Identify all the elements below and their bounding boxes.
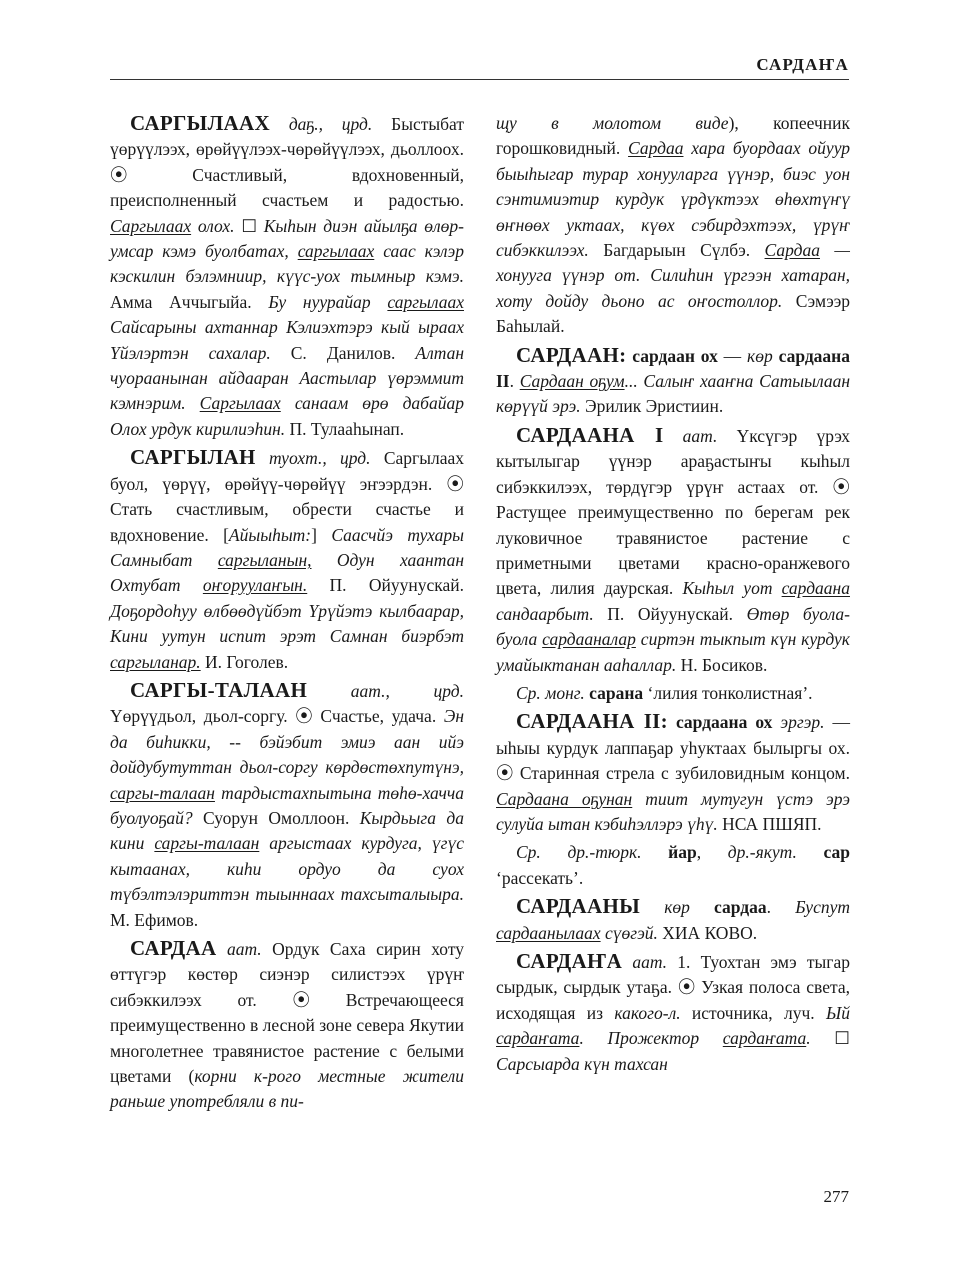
entry-text: сардаан ох [632,345,718,366]
entry-text: . [806,1028,835,1049]
entry-text: . [509,371,520,392]
entry-text: ‘лилия тонколистная’. [643,682,813,703]
dictionary-entry [110,678,464,933]
entry-text: И. Гоголев. [200,651,289,672]
entry-text [640,897,664,917]
entry-text: ] [311,524,332,545]
entry-text: олох. [191,215,242,236]
entry-text: Айыыһыт: [228,524,312,545]
entry-text: сандаарбыт. [496,603,594,624]
entry-text: ☐ [241,215,258,236]
header-rule [110,79,849,80]
entry-text [622,952,632,972]
entry-text: П. Ойуунускай. [593,603,747,624]
entry-text: П. Ойуунускай. [307,575,464,596]
entry-text [256,448,269,468]
example-keyword: оҥоруулаҥын. [202,575,308,596]
entry-text: Одун хаантан Охтубат [110,549,464,596]
entry-text: Ый [825,1002,850,1023]
entry-text: аат. [226,939,262,959]
entry-text: сүөгэй. [600,922,658,943]
entry-text: Ср. др.-тюрк. [516,842,642,863]
entry-text: сарана [584,682,644,703]
entry-text: сардаа [689,897,767,918]
entry-text: йар [641,842,697,863]
example-keyword: сардааналар [542,629,636,650]
entry-text: ‘рассекать’. [496,867,584,888]
example-keyword: сардаҥата [722,1028,807,1049]
entry-text: Ордук Саха сирин хоту өттүгэр көстөр сиэнэр силистээх үрүҥ сибэккилээх от. ⦿ Встречающееся преимущественно в лесной зоне севера Якутии многолетнее травянистое растение с белыми цветами ( [110,939,464,1087]
entry-text: туохт., црд. [268,448,371,469]
dictionary-entry [496,681,850,706]
entry-text: Быстыбат үөрүүлээх, өрөйүүлээх-чөрөйүүлээх, дьоллоох. ⦿ Счастливый, вдохновенный, преисполненный счастьем и радостью. [110,114,464,211]
headword: САРГЫЛААХ [130,111,270,135]
headword: САРДААНА I [516,422,664,447]
entry-text: Саргылаах буол, үөрүү, өрөйүү-чөрөйүү эҥээрдэн. ⦿ Стать счастливым, обрести счастье и вдохновение. [ [110,448,464,545]
example-keyword: сардаҥата [496,1028,580,1049]
entry-text: хара буордаах ойуур быыһыгар турар хонууларга үүнэр, биэс уон сэнтимиэтир курдук үрдүктээх өһөхтүҥү өҥнөөх уктаах, күөх сэбирдэхтээх, үрүҥ сибэккилээх. [496,138,850,261]
entry-text: Ср. монг. [516,682,585,703]
entry-text: Доҕордоһуу өлбөөдүйбэт Үрүйэтэ кылбаарар, Кини уутун испит эрэт Самнан биэрбэт [110,600,464,647]
entry-text: эргэр. [772,712,825,733]
dictionary-entry [496,949,850,1077]
headword: САРДАА [130,936,217,960]
entry-text: Суорун Омоллоон. [192,807,360,828]
entry-text: санаам өрө дабайар Олох урдук кирилиэһин. [110,393,464,439]
right-column [496,111,850,1080]
headword: САРДААН: [516,342,627,367]
entry-text: М. Ефимов. [110,909,199,930]
entry-text: Эрилик Эристиин. [580,396,724,417]
running-head: САРДАҤА [756,55,849,74]
entry-text: Сайсарыны ахтаннар Кэлиэхтэрэ кый ыраах Үйэлэртэн сахалар. [110,317,464,363]
entry-text: даҕ., црд. [288,114,373,134]
entry-text: Саасчйэ тухары Самныбат [110,524,464,570]
entry-text: ХИА КОВО. [657,922,758,943]
entry-text: аат., црд. [350,680,464,701]
entry-text: аат. [682,425,718,446]
entry-text: Кыһын диэн айылҕа өлөр-умсар кэмэ буолбатах, [110,215,464,262]
dictionary-entry [496,111,850,340]
entry-text: аргыстаах курдуга, үгүс кытаанах, киһи ордуо да суох түбэлтэлэриттэн тыыннаах тахсыталыыра. [110,833,464,905]
example-keyword: Сардаана оҕунан [496,788,633,809]
entry-text [668,712,676,732]
entry-text: С. Данилов. [270,342,416,363]
entry-text [307,681,351,701]
entry-text: Амма Аччыгыйа. [110,291,269,312]
entry-text: ... Салыҥ хааҥна Сатыылаан көрүүй эрэ. [496,371,850,417]
example-keyword: Сардаан оҕум [519,371,625,392]
headword: САРДААНА II: [516,709,668,734]
entry-text: — хонууга үүнэр от. Силиһин үргээн хатаран, хоту дойду дьоно ас оҥостоллор. [496,240,850,311]
dictionary-entry [110,111,464,442]
entry-text: Кырдьыга да кини [110,807,465,854]
left-column [110,111,464,1118]
entry-text: источника, луч. [680,1002,826,1023]
page-number: 277 [823,1187,849,1206]
entry-text: какого-л. [614,1002,681,1023]
entry-text: , [696,842,728,863]
example-keyword: саргыланар. [110,651,201,672]
entry-text [663,426,682,446]
entry-text: др.-якут. [727,842,797,863]
entry-text: ☐ [834,1028,850,1049]
example-keyword: Саргылаах [110,215,192,236]
entry-text: 1. Туохтан эмэ тыгар сырдык, сырдык утаҕа. ⦿ Узкая полоса света, исходящая из [496,952,850,1023]
headword: САРДАҤА [516,949,623,973]
entry-text: Үксүгэр үрэх кытылыгар үүнэр араҕастыҥы кыһыл сибэккилээх, төрдүгэр үрүҥ астаах от. ⦿ Растущее преимущественно по берегам рек луковичное травянистое растение с приметными цветами красно-оранжевого цвета, лилия даурская. [496,425,850,599]
example-keyword: саргы-талаан [110,782,215,803]
example-keyword: саргылаах [387,291,464,312]
entry-text: Кыһыл уот [682,578,782,599]
dictionary-entry [496,840,850,891]
example-keyword: Саргылаах [199,393,281,414]
entry-text: сардаана ох [675,712,773,733]
dictionary-entry [496,709,850,837]
example-keyword: сардаанылаах [496,922,601,943]
entry-text: корни к-рого местные жители раньше употребляли в пи- [110,1066,464,1112]
entry-text: көр [747,345,773,366]
entry-text: Алтан чуораанынан айдааран Аастылар үөрэммит кэмнэрим. [110,342,464,414]
example-keyword: саргылаах [297,241,375,262]
entry-text [216,939,226,959]
entry-text: щу в молотом виде [496,113,729,133]
entry-text: Н. Босиков. [676,654,768,675]
entry-text: Өтөр буола-буола [496,603,850,650]
example-keyword: саргы-талаан [154,833,260,854]
example-keyword: Сардаа [764,240,820,261]
entry-text: сардаана II [496,345,851,392]
entry-text: саас кэлэр кэскилин бэлэмниир, күүс-уох тымныр кэмэ. [110,241,464,287]
entry-text: ), копеечник горошковидный. [496,113,850,159]
entry-text: . [766,897,796,918]
entry-text: Бу нуурайар [268,291,388,312]
entry-text: тиит мутугун үстэ эрэ сулуйа ытан кэбиһэллэрэ үһү. [496,788,850,834]
headword: САРДААНЫ [516,894,641,919]
example-keyword: саргыланын, [217,549,312,570]
dictionary-entry [496,894,850,946]
entry-text: НСА ПШЯП. [717,813,822,834]
entry-text: П. Тулааһынап. [285,418,405,439]
entry-text: Багдарыын Сүлбэ. [588,240,765,261]
entry-text: Сарсыарда күн тахсан [496,1053,668,1074]
entry-text: көр [664,897,690,918]
example-keyword: Сардаа [628,138,684,159]
example-keyword: сардаана [781,578,850,599]
headword: САРГЫЛАН [130,445,256,470]
entry-text: Буспут [795,897,850,918]
entry-text: аат. [632,952,668,972]
entry-text: тардыстахпытына төһө-хачча буолуоҕай? [110,782,464,828]
headword: САРГЫ-ТАЛААН [130,677,308,702]
dictionary-entry [496,423,850,678]
entry-text: Эн да биһикки, -- бэйэбит эмиэ аан ийэ дойдубутуттан дьол-соргу көрдөстөхпутүнэ, [110,706,464,778]
entry-text: сиртэн тыкпыт күн курдук умайыктанан ааһаллар. [496,629,850,675]
dictionary-entry [110,936,464,1115]
entry-text: . Прожектор [579,1028,723,1049]
entry-text: Сэмээр Баһылай. [496,290,850,337]
dictionary-entry [110,445,464,675]
entry-text [270,114,289,134]
dictionary-entry [496,343,850,420]
entry-text: Үөрүүдьол, дьол-соргу. ⦿ Счастье, удача. [110,706,444,727]
entry-text: — [717,345,748,366]
entry-text: — ыһыы курдук лаппаҕар уһуктаах былыргы ох. ⦿ Старинная стрела с зубиловидным концом. [496,712,851,784]
entry-text: сар [796,842,850,863]
